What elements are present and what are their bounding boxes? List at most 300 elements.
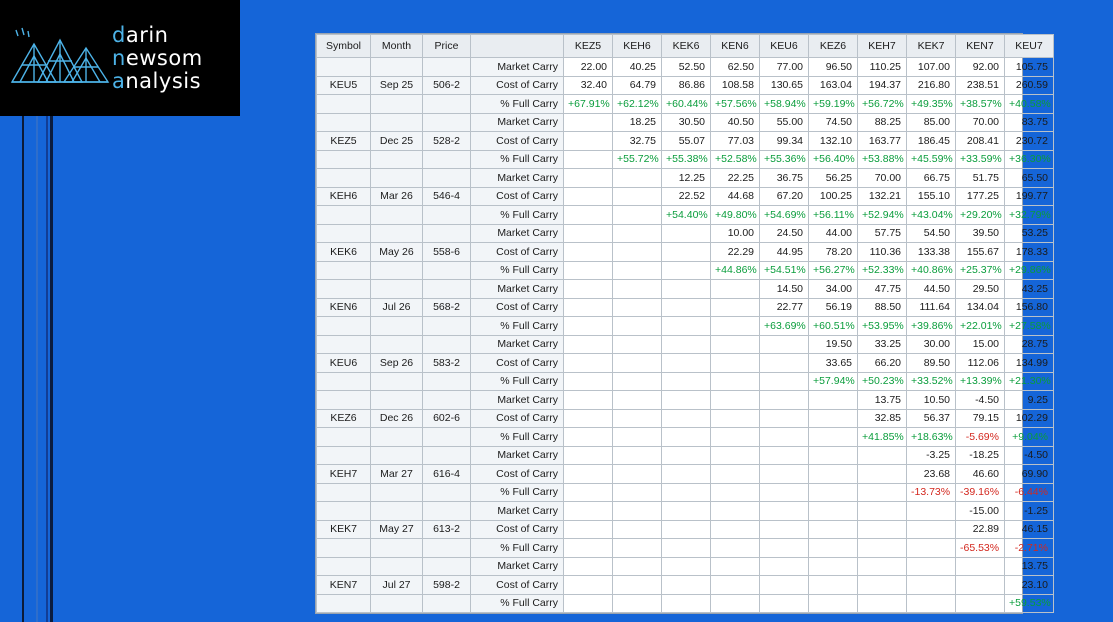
table-row [317, 557, 1054, 576]
cell-full-carry: +56.27% [809, 261, 858, 280]
cell-empty [564, 261, 613, 280]
cell-empty [564, 317, 613, 336]
cell-row-label: Market Carry [471, 335, 564, 354]
cell-cost-of-carry: 23.68 [907, 465, 956, 484]
cell-empty [613, 409, 662, 428]
cell-empty [858, 557, 907, 576]
cell-month: Sep 26 [371, 354, 423, 373]
table-col-header-keh7: KEH7 [858, 35, 907, 58]
cell-market-carry: 57.75 [858, 224, 907, 243]
cell-month: Dec 25 [371, 132, 423, 151]
cell-price: 528-2 [423, 132, 471, 151]
cell-market-carry: 66.75 [907, 169, 956, 188]
cell-empty [711, 557, 760, 576]
cell-empty [423, 224, 471, 243]
table-row [317, 428, 1054, 447]
cell-empty [711, 280, 760, 299]
cell-empty [564, 428, 613, 447]
cell-empty [423, 446, 471, 465]
cell-price: 598-2 [423, 576, 471, 595]
cell-row-label: Market Carry [471, 169, 564, 188]
cell-cost-of-carry: 44.68 [711, 187, 760, 206]
cell-empty [564, 224, 613, 243]
table-row [317, 206, 1054, 225]
cell-empty [564, 483, 613, 502]
cell-full-carry: -13.73% [907, 483, 956, 502]
cell-empty [760, 391, 809, 410]
cell-row-label: % Full Carry [471, 594, 564, 613]
cell-full-carry: +45.59% [907, 150, 956, 169]
cell-cost-of-carry: 132.10 [809, 132, 858, 151]
table-row [317, 261, 1054, 280]
cell-empty [711, 539, 760, 558]
cell-empty [907, 502, 956, 521]
cell-empty [613, 187, 662, 206]
brand-line2-lead: n [112, 45, 126, 70]
cell-empty [423, 150, 471, 169]
table-row [317, 187, 1054, 206]
cell-empty [371, 261, 423, 280]
cell-empty [711, 317, 760, 336]
cell-empty [371, 502, 423, 521]
table-col-header-keu6: KEU6 [760, 35, 809, 58]
cell-full-carry: +27.58% [1005, 317, 1054, 336]
cell-empty [371, 113, 423, 132]
cell-empty [423, 428, 471, 447]
cell-cost-of-carry: 156.80 [1005, 298, 1054, 317]
cell-market-carry: 43.25 [1005, 280, 1054, 299]
cell-symbol: KEN6 [317, 298, 371, 317]
cell-cost-of-carry: 155.10 [907, 187, 956, 206]
cell-empty [371, 335, 423, 354]
cell-cost-of-carry: 22.52 [662, 187, 711, 206]
cell-full-carry: +55.38% [662, 150, 711, 169]
table-col-header-keu7: KEU7 [1005, 35, 1054, 58]
cell-full-carry: +21.30% [1005, 372, 1054, 391]
cell-empty [907, 594, 956, 613]
table-col-header-ken7: KEN7 [956, 35, 1005, 58]
cell-market-carry: 44.50 [907, 280, 956, 299]
table-row [317, 502, 1054, 521]
cell-symbol: KEK6 [317, 243, 371, 262]
cell-row-label: % Full Carry [471, 483, 564, 502]
cell-empty [371, 58, 423, 77]
cell-empty [711, 354, 760, 373]
cell-empty [423, 58, 471, 77]
cell-empty [809, 502, 858, 521]
cell-empty [711, 391, 760, 410]
cell-market-carry: 9.25 [1005, 391, 1054, 410]
cell-month: May 27 [371, 520, 423, 539]
cell-full-carry: +60.51% [809, 317, 858, 336]
cell-empty [423, 594, 471, 613]
cell-empty [371, 557, 423, 576]
cell-cost-of-carry: 108.58 [711, 76, 760, 95]
cell-month: Jul 27 [371, 576, 423, 595]
cell-empty [613, 206, 662, 225]
cell-empty [613, 594, 662, 613]
cell-month: Mar 27 [371, 465, 423, 484]
cell-market-carry: 65.50 [1005, 169, 1054, 188]
cell-empty [371, 372, 423, 391]
cell-empty [423, 335, 471, 354]
cell-full-carry: +49.35% [907, 95, 956, 114]
cell-cost-of-carry: 133.38 [907, 243, 956, 262]
cell-empty [317, 372, 371, 391]
cell-market-carry: 13.75 [1005, 557, 1054, 576]
cell-empty [423, 169, 471, 188]
brand-line1-lead: d [112, 22, 126, 47]
cell-empty [711, 594, 760, 613]
cell-empty [564, 372, 613, 391]
cell-empty [317, 502, 371, 521]
cell-market-carry: 36.75 [760, 169, 809, 188]
cell-empty [711, 576, 760, 595]
cell-empty [809, 576, 858, 595]
cell-market-carry: 10.50 [907, 391, 956, 410]
table-row [317, 76, 1054, 95]
cell-empty [956, 594, 1005, 613]
cell-full-carry: +58.94% [760, 95, 809, 114]
cell-empty [613, 261, 662, 280]
cell-empty [662, 261, 711, 280]
cell-symbol: KEU5 [317, 76, 371, 95]
cell-cost-of-carry: 134.99 [1005, 354, 1054, 373]
cell-row-label: % Full Carry [471, 539, 564, 558]
cell-market-carry: 47.75 [858, 280, 907, 299]
cell-market-carry: 39.50 [956, 224, 1005, 243]
cell-empty [613, 465, 662, 484]
cell-full-carry: +53.95% [858, 317, 907, 336]
cell-row-label: % Full Carry [471, 428, 564, 447]
cell-empty [423, 113, 471, 132]
cell-empty [564, 298, 613, 317]
cell-empty [760, 576, 809, 595]
cell-empty [907, 539, 956, 558]
cell-row-label: Cost of Carry [471, 465, 564, 484]
cell-empty [760, 539, 809, 558]
table-row [317, 113, 1054, 132]
cell-empty [317, 317, 371, 336]
cell-empty [662, 298, 711, 317]
cell-row-label: % Full Carry [471, 372, 564, 391]
cell-cost-of-carry: 56.37 [907, 409, 956, 428]
cell-full-carry: +67.91% [564, 95, 613, 114]
table-row [317, 409, 1054, 428]
cell-empty [760, 594, 809, 613]
cell-empty [613, 317, 662, 336]
cell-empty [809, 391, 858, 410]
cell-full-carry: +43.04% [907, 206, 956, 225]
table-row [317, 132, 1054, 151]
cell-empty [613, 446, 662, 465]
cell-empty [564, 335, 613, 354]
cell-empty [858, 465, 907, 484]
cell-cost-of-carry: 67.20 [760, 187, 809, 206]
cell-full-carry: +56.11% [809, 206, 858, 225]
cell-cost-of-carry: 46.60 [956, 465, 1005, 484]
cell-empty [371, 169, 423, 188]
cell-empty [858, 446, 907, 465]
table-row [317, 465, 1054, 484]
table-row [317, 594, 1054, 613]
cell-market-carry: 96.50 [809, 58, 858, 77]
cell-row-label: % Full Carry [471, 150, 564, 169]
cell-empty [809, 409, 858, 428]
cell-row-label: Market Carry [471, 391, 564, 410]
carry-table-panel [315, 33, 1051, 614]
cell-market-carry: 77.00 [760, 58, 809, 77]
cell-empty [613, 428, 662, 447]
cell-empty [317, 113, 371, 132]
cell-symbol: KEH7 [317, 465, 371, 484]
cell-empty [760, 335, 809, 354]
cell-empty [907, 576, 956, 595]
cell-market-carry: -4.50 [1005, 446, 1054, 465]
cell-empty [809, 557, 858, 576]
cell-full-carry: +63.69% [760, 317, 809, 336]
cell-empty [613, 354, 662, 373]
cell-price: 602-6 [423, 409, 471, 428]
cell-market-carry: 30.50 [662, 113, 711, 132]
cell-market-carry: 24.50 [760, 224, 809, 243]
brand-line3-lead: a [112, 68, 126, 93]
cell-market-carry: -3.25 [907, 446, 956, 465]
cell-empty [564, 169, 613, 188]
cell-cost-of-carry: 32.75 [613, 132, 662, 151]
cell-row-label: Cost of Carry [471, 132, 564, 151]
cell-full-carry: +25.37% [956, 261, 1005, 280]
cell-cost-of-carry: 86.86 [662, 76, 711, 95]
cell-market-carry: 83.75 [1005, 113, 1054, 132]
cell-empty [760, 446, 809, 465]
table-row [317, 224, 1054, 243]
cell-market-carry: 70.00 [956, 113, 1005, 132]
cell-full-carry: +36.30% [1005, 150, 1054, 169]
cell-empty [564, 446, 613, 465]
cell-empty [809, 465, 858, 484]
table-col-header-kez6: KEZ6 [809, 35, 858, 58]
cell-empty [317, 483, 371, 502]
cell-empty [423, 206, 471, 225]
cell-empty [564, 520, 613, 539]
cell-full-carry: +44.86% [711, 261, 760, 280]
cell-full-carry: -6.44% [1005, 483, 1054, 502]
cell-empty [564, 409, 613, 428]
cell-empty [564, 502, 613, 521]
cell-empty [317, 280, 371, 299]
cell-empty [317, 391, 371, 410]
cell-row-label: % Full Carry [471, 206, 564, 225]
cell-full-carry: +38.57% [956, 95, 1005, 114]
cell-symbol: KEN7 [317, 576, 371, 595]
cell-full-carry: +59.19% [809, 95, 858, 114]
cell-empty [858, 539, 907, 558]
cell-empty [317, 150, 371, 169]
cell-empty [711, 483, 760, 502]
cell-market-carry: 33.25 [858, 335, 907, 354]
cell-cost-of-carry: 155.67 [956, 243, 1005, 262]
carry-table [316, 34, 1054, 613]
cell-full-carry: -39.16% [956, 483, 1005, 502]
table-body [317, 58, 1054, 613]
cell-empty [858, 576, 907, 595]
cell-empty [371, 280, 423, 299]
cell-month: Mar 26 [371, 187, 423, 206]
cell-empty [613, 576, 662, 595]
cell-empty [760, 520, 809, 539]
table-row [317, 576, 1054, 595]
cell-market-carry: 22.25 [711, 169, 760, 188]
cell-cost-of-carry: 44.95 [760, 243, 809, 262]
cell-full-carry: +59.53% [1005, 594, 1054, 613]
cell-empty [371, 95, 423, 114]
cell-full-carry: +13.39% [956, 372, 1005, 391]
cell-empty [760, 372, 809, 391]
cell-row-label: Market Carry [471, 280, 564, 299]
cell-empty [371, 428, 423, 447]
cell-symbol: KEH6 [317, 187, 371, 206]
cell-empty [711, 446, 760, 465]
cell-empty [613, 520, 662, 539]
cell-full-carry: +54.40% [662, 206, 711, 225]
cell-empty [613, 502, 662, 521]
cell-market-carry: 34.00 [809, 280, 858, 299]
cell-empty [317, 539, 371, 558]
cell-cost-of-carry: 69.90 [1005, 465, 1054, 484]
cell-row-label: Market Carry [471, 113, 564, 132]
cell-empty [809, 483, 858, 502]
cell-empty [711, 298, 760, 317]
cell-full-carry: +29.20% [956, 206, 1005, 225]
cell-price: 583-2 [423, 354, 471, 373]
cell-full-carry: +56.72% [858, 95, 907, 114]
cell-empty [809, 539, 858, 558]
cell-row-label: Market Carry [471, 224, 564, 243]
cell-full-carry: +52.33% [858, 261, 907, 280]
decorative-bar-3 [46, 116, 48, 622]
cell-full-carry: +53.88% [858, 150, 907, 169]
cell-full-carry: +18.63% [907, 428, 956, 447]
cell-empty [423, 539, 471, 558]
cell-empty [613, 483, 662, 502]
cell-price: 546-4 [423, 187, 471, 206]
cell-empty [760, 465, 809, 484]
cell-month: Dec 26 [371, 409, 423, 428]
cell-market-carry: 62.50 [711, 58, 760, 77]
cell-market-carry: 55.00 [760, 113, 809, 132]
cell-empty [423, 502, 471, 521]
cell-full-carry: -2.71% [1005, 539, 1054, 558]
cell-empty [564, 465, 613, 484]
cell-row-label: Cost of Carry [471, 354, 564, 373]
cell-cost-of-carry: 177.25 [956, 187, 1005, 206]
cell-market-carry: 40.50 [711, 113, 760, 132]
cell-cost-of-carry: 134.04 [956, 298, 1005, 317]
cell-price: 616-4 [423, 465, 471, 484]
cell-market-carry: 107.00 [907, 58, 956, 77]
cell-market-carry: 14.50 [760, 280, 809, 299]
cell-empty [371, 206, 423, 225]
cell-empty [564, 354, 613, 373]
table-row [317, 298, 1054, 317]
cell-empty [613, 539, 662, 558]
cell-cost-of-carry: 22.29 [711, 243, 760, 262]
cell-empty [613, 224, 662, 243]
table-row [317, 335, 1054, 354]
cell-cost-of-carry: 88.50 [858, 298, 907, 317]
cell-full-carry: +33.52% [907, 372, 956, 391]
table-col-header-price: Price [423, 35, 471, 58]
cell-row-label: Cost of Carry [471, 298, 564, 317]
cell-cost-of-carry: 99.34 [760, 132, 809, 151]
cell-full-carry: +54.69% [760, 206, 809, 225]
cell-market-carry: 110.25 [858, 58, 907, 77]
cell-empty [613, 372, 662, 391]
cell-cost-of-carry: 64.79 [613, 76, 662, 95]
cell-cost-of-carry: 230.72 [1005, 132, 1054, 151]
table-row [317, 317, 1054, 336]
cell-empty [613, 335, 662, 354]
cell-empty [317, 169, 371, 188]
cell-cost-of-carry: 216.80 [907, 76, 956, 95]
cell-empty [613, 298, 662, 317]
cell-empty [662, 428, 711, 447]
cell-empty [564, 187, 613, 206]
cell-empty [371, 539, 423, 558]
cell-market-carry: -15.00 [956, 502, 1005, 521]
cell-empty [371, 224, 423, 243]
cell-cost-of-carry: 89.50 [907, 354, 956, 373]
table-row [317, 280, 1054, 299]
cell-empty [662, 520, 711, 539]
cell-empty [613, 243, 662, 262]
cell-empty [760, 557, 809, 576]
cell-cost-of-carry: 199.77 [1005, 187, 1054, 206]
cell-empty [662, 391, 711, 410]
cell-empty [662, 372, 711, 391]
cell-empty [711, 465, 760, 484]
cell-empty [956, 557, 1005, 576]
cell-market-carry: -18.25 [956, 446, 1005, 465]
cell-empty [809, 428, 858, 447]
cell-market-carry: 51.75 [956, 169, 1005, 188]
cell-market-carry: -4.50 [956, 391, 1005, 410]
cell-full-carry: +54.51% [760, 261, 809, 280]
cell-empty [371, 594, 423, 613]
cell-row-label: Cost of Carry [471, 409, 564, 428]
cell-empty [662, 502, 711, 521]
cell-empty [564, 243, 613, 262]
cell-empty [613, 280, 662, 299]
cell-market-carry: 22.00 [564, 58, 613, 77]
cell-cost-of-carry: 46.15 [1005, 520, 1054, 539]
cell-cost-of-carry: 33.65 [809, 354, 858, 373]
cell-empty [564, 594, 613, 613]
cell-empty [423, 95, 471, 114]
table-row [317, 354, 1054, 373]
cell-empty [613, 557, 662, 576]
cell-full-carry: -65.53% [956, 539, 1005, 558]
cell-row-label: Cost of Carry [471, 243, 564, 262]
cell-market-carry: 13.75 [858, 391, 907, 410]
cell-empty [317, 206, 371, 225]
cell-market-carry: 44.00 [809, 224, 858, 243]
cell-cost-of-carry: 66.20 [858, 354, 907, 373]
table-row [317, 150, 1054, 169]
cell-cost-of-carry: 112.06 [956, 354, 1005, 373]
cell-empty [760, 409, 809, 428]
